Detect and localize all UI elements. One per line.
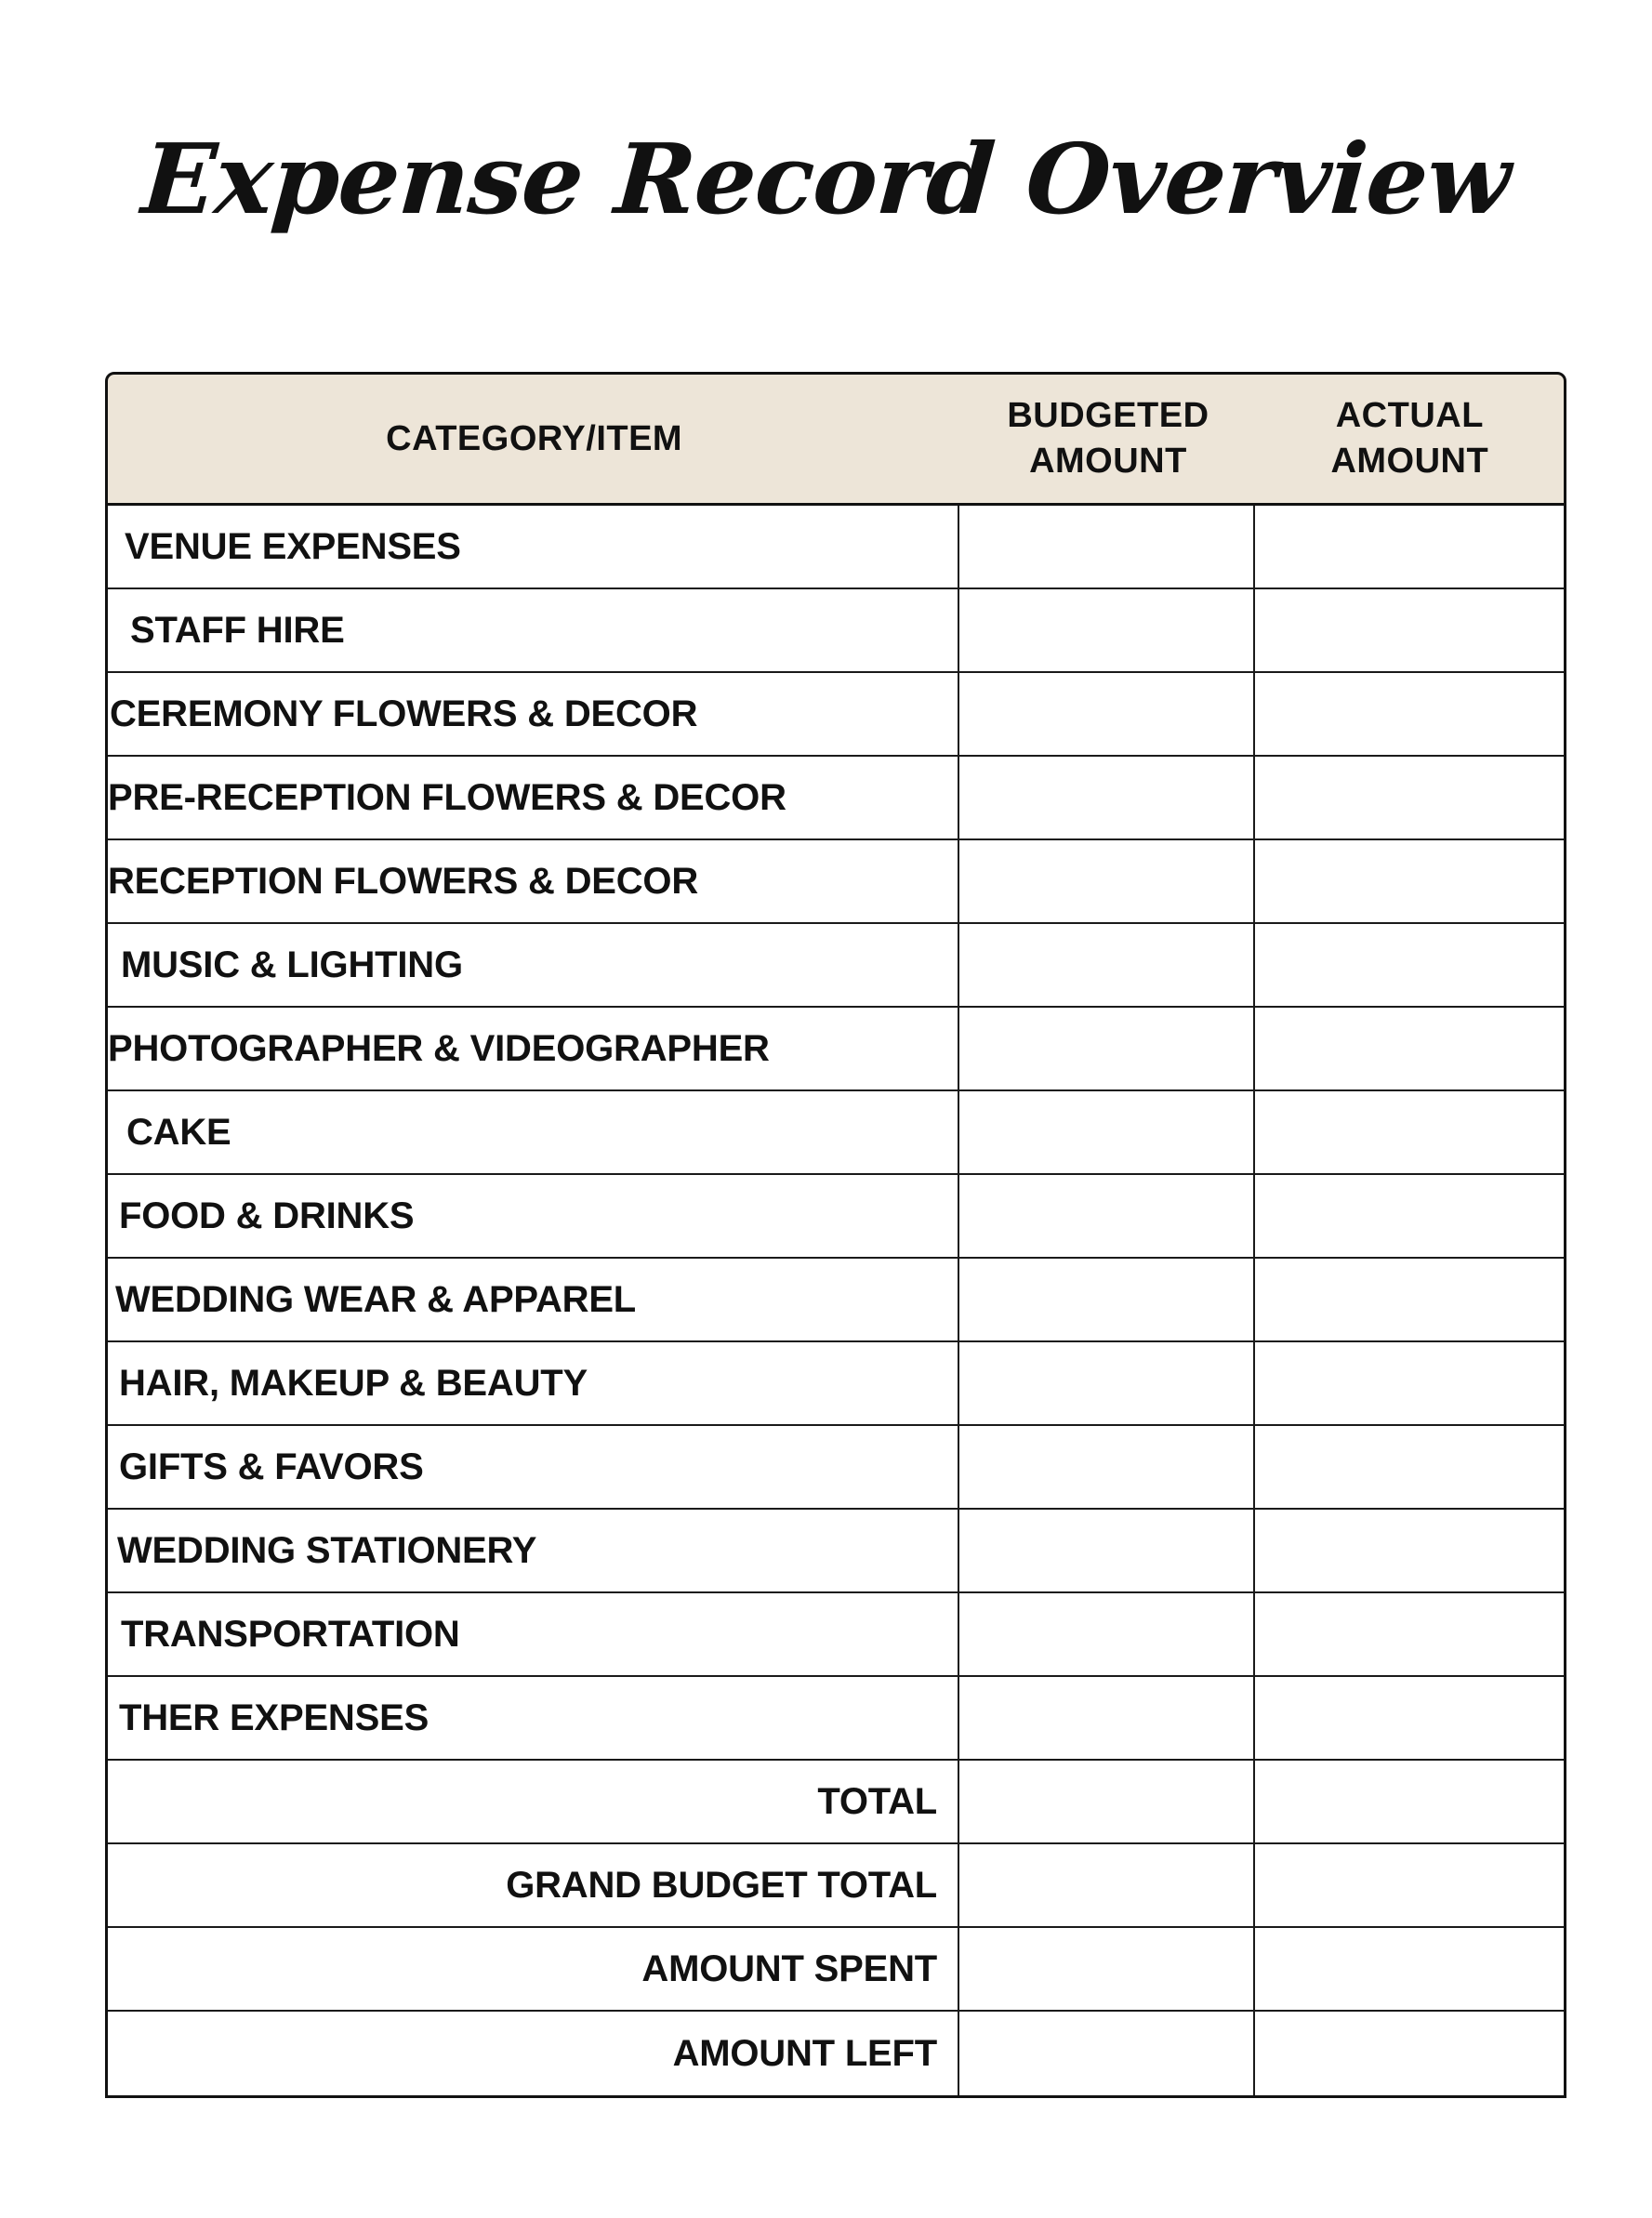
row-budgeted-amount-cell[interactable] [959,757,1255,838]
column-header-budgeted-amount-label: BUDGETED AMOUNT [1007,396,1209,481]
row-category-label: AMOUNT SPENT [641,1947,937,1989]
row-category-label: WEDDING STATIONERY [117,1529,537,1571]
column-header-category [108,375,960,503]
row-category-cell [108,1928,959,2010]
row-actual-amount-cell[interactable] [1255,1510,1564,1591]
row-category-cell [108,1342,959,1424]
table-row [108,757,1564,840]
row-actual-amount-cell[interactable] [1255,1928,1564,2010]
row-actual-amount-cell[interactable] [1255,1342,1564,1424]
expense-record-table [105,372,1566,2098]
row-budgeted-amount-cell[interactable] [959,2012,1255,2095]
row-category-label: PHOTOGRAPHER & VIDEOGRAPHER [108,1027,770,1069]
table-row [108,673,1564,757]
table-row [108,1175,1564,1259]
row-actual-amount-cell[interactable] [1255,757,1564,838]
row-actual-amount-cell[interactable] [1255,1426,1564,1508]
row-actual-amount-cell[interactable] [1255,1677,1564,1759]
table-row [108,2012,1564,2095]
row-budgeted-amount-cell[interactable] [959,1342,1255,1424]
row-category-label: TRANSPORTATION [121,1613,460,1655]
row-category-label: HAIR, MAKEUP & BEAUTY [119,1362,588,1404]
row-category-label: CEREMONY FLOWERS & DECOR [110,693,698,734]
row-budgeted-amount-cell[interactable] [959,506,1255,588]
row-category-cell [108,1761,959,1842]
column-header-budgeted-amount [960,375,1255,503]
table-row [108,924,1564,1008]
row-category-cell [108,589,959,671]
row-category-label: WEDDING WEAR & APPAREL [115,1278,637,1320]
row-category-cell [108,1510,959,1591]
table-row [108,1091,1564,1175]
row-category-label: THER EXPENSES [119,1697,430,1738]
table-row [108,1593,1564,1677]
table-row [108,1761,1564,1844]
column-header-category-label: CATEGORY/ITEM [386,418,683,458]
row-budgeted-amount-cell[interactable] [959,1510,1255,1591]
row-category-label: GIFTS & FAVORS [119,1446,424,1487]
row-category-cell [108,1259,959,1340]
table-row [108,506,1564,589]
row-category-label: VENUE EXPENSES [125,525,461,567]
row-category-cell [108,1677,959,1759]
table-row [108,1259,1564,1342]
row-budgeted-amount-cell[interactable] [959,1677,1255,1759]
row-actual-amount-cell[interactable] [1255,1008,1564,1089]
row-category-cell [108,757,959,838]
table-row [108,1844,1564,1928]
row-category-label: GRAND BUDGET TOTAL [506,1864,937,1906]
row-actual-amount-cell[interactable] [1255,1593,1564,1675]
column-header-actual-amount [1256,375,1564,503]
row-actual-amount-cell[interactable] [1255,924,1564,1006]
row-category-cell [108,2012,959,2095]
row-category-cell [108,1008,959,1089]
row-budgeted-amount-cell[interactable] [959,1928,1255,2010]
row-actual-amount-cell[interactable] [1255,1091,1564,1173]
row-budgeted-amount-cell[interactable] [959,840,1255,922]
table-row [108,1677,1564,1761]
row-actual-amount-cell[interactable] [1255,1259,1564,1340]
row-budgeted-amount-cell[interactable] [959,1593,1255,1675]
table-row [108,1426,1564,1510]
row-category-cell [108,1593,959,1675]
column-header-actual-amount-label: ACTUAL AMOUNT [1330,396,1489,481]
row-actual-amount-cell[interactable] [1255,506,1564,588]
table-row [108,1008,1564,1091]
row-category-cell [108,840,959,922]
table-row [108,840,1564,924]
page-title: Expense Record Overview [139,121,1513,236]
table-row [108,1510,1564,1593]
table-row [108,1342,1564,1426]
row-category-cell [108,924,959,1006]
row-budgeted-amount-cell[interactable] [959,1844,1255,1926]
row-budgeted-amount-cell[interactable] [959,1091,1255,1173]
row-budgeted-amount-cell[interactable] [959,1426,1255,1508]
row-category-label: TOTAL [817,1780,937,1822]
row-budgeted-amount-cell[interactable] [959,1761,1255,1842]
row-actual-amount-cell[interactable] [1255,1844,1564,1926]
row-category-label: STAFF HIRE [130,609,345,651]
row-budgeted-amount-cell[interactable] [959,1008,1255,1089]
row-category-cell [108,1175,959,1257]
row-category-cell [108,1091,959,1173]
table-row [108,589,1564,673]
table-row [108,1928,1564,2012]
row-budgeted-amount-cell[interactable] [959,589,1255,671]
row-category-cell [108,506,959,588]
row-category-label: CAKE [126,1111,231,1153]
row-actual-amount-cell[interactable] [1255,840,1564,922]
row-actual-amount-cell[interactable] [1255,2012,1564,2095]
row-budgeted-amount-cell[interactable] [959,673,1255,755]
row-actual-amount-cell[interactable] [1255,673,1564,755]
row-category-cell [108,673,959,755]
row-budgeted-amount-cell[interactable] [959,924,1255,1006]
row-actual-amount-cell[interactable] [1255,589,1564,671]
row-budgeted-amount-cell[interactable] [959,1175,1255,1257]
row-category-label: FOOD & DRINKS [119,1195,415,1236]
table-header-row [105,372,1566,506]
row-actual-amount-cell[interactable] [1255,1761,1564,1842]
row-category-label: MUSIC & LIGHTING [121,944,463,985]
row-category-cell [108,1426,959,1508]
row-category-cell [108,1844,959,1926]
row-budgeted-amount-cell[interactable] [959,1259,1255,1340]
row-category-label: PRE-RECEPTION FLOWERS & DECOR [108,776,786,818]
row-actual-amount-cell[interactable] [1255,1175,1564,1257]
row-category-label: RECEPTION FLOWERS & DECOR [108,860,699,902]
row-category-label: AMOUNT LEFT [672,2032,937,2074]
table-body [105,506,1566,2098]
